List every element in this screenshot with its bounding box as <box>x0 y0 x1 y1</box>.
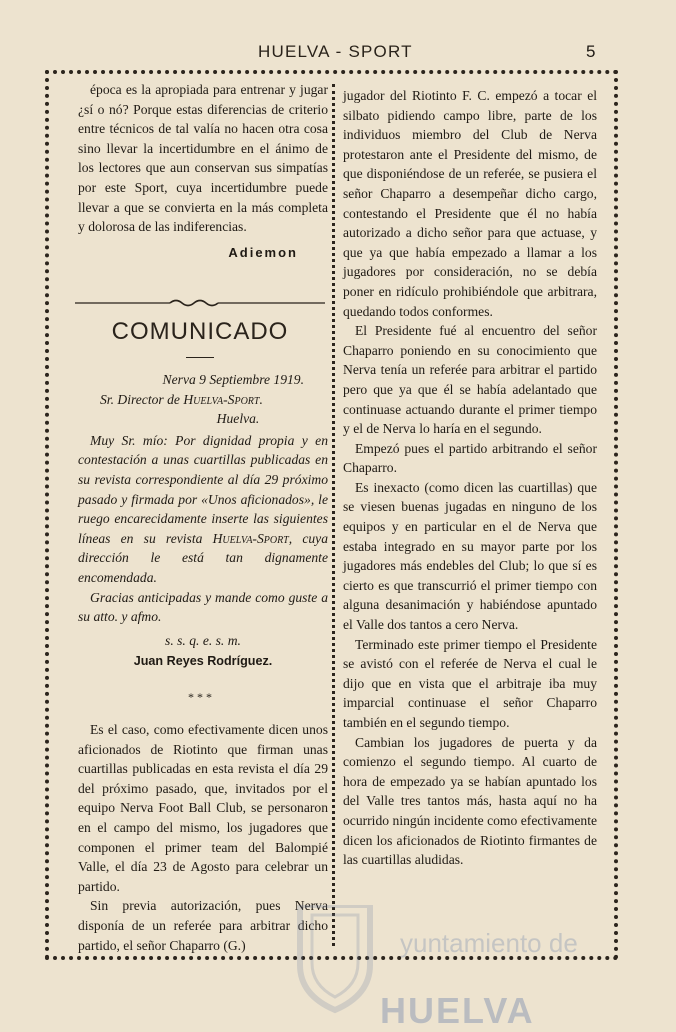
paragraph: Es el caso, como efectivamente dicen unos aficionados de Riotinto que firman unas cuartillas publicadas en esta revista el día 29 del próximo pasado, que, invitados por el equipo Nerva Foot Ball Club, se personaron en el campo del mismo, los jugadores que componen el primer team del Balompié Valle, el día 23 de Agosto para celebrar un partido. <box>78 722 328 894</box>
paragraph: jugador del Riotinto F. C. empezó a tocar el silbato pidiendo campo libre, parte de los individuos miembro del Club de Nerva protestaron ante el Presidente del mismo, de que disponiéndose de un referée, se pusiera el señor Chaparro a desempeñar dicho cargo, contestando el Presidente que él no había autorizado a dicho señor para que actuase, y que ya que había empezado a llamar a los jugadores por consideración, no se debía poner en ridículo prohibiéndole que arbitrara, quedando todos conformes. <box>343 88 597 319</box>
magazine-title: HUELVA - SPORT <box>258 42 413 61</box>
ornamental-rule <box>75 296 325 310</box>
paragraph: época es la apropiada para entrenar y jugar ¿sí o nó? Porque estas diferencias de criterio entre técnicos de tal valía no hacen otra cosa sino llevar la incertidumbre en el ánimo de los lectores que aun conservan sus simpatías por este Sport, cuya incertidumbre puede llevar a que se convierta en la más completa y dolorosa de las indiferencias. <box>78 82 328 235</box>
letter-body-end: cuya dirección le está tan dignamente encomendada. <box>78 530 329 585</box>
letter-block <box>78 370 328 672</box>
addressee-brand: Huelva-Sport. <box>183 391 263 407</box>
letter-body-text: Muy Sr. mío: Por dignidad propia y en contestación a unas cuartillas publicadas en su revista correspondiente al día 29 próximo pasado y firmada por «Unos aficionados», le ruego encarecidamente inserte las siguientes líneas en su revista <box>78 432 328 546</box>
paragraph: Empezó pues el partido arbitrando el señor Chaparro. <box>343 440 597 476</box>
letter-thanks: Gracias anticipadas y mande como guste a su atto. y afmo. <box>78 589 328 625</box>
place-date: Nerva 9 Septiembre 1919. <box>162 372 304 387</box>
section-heading: COMUNICADO <box>111 318 289 345</box>
watermark-logo-text: HUELVA <box>380 990 535 1031</box>
paragraph: El Presidente fué al encuentro del señor Chaparro poniendo en su conocimiento que Nerva tenía un referée para arbitrar el partido pero que ya que él se había adelantado que continuase actuando durante el primer tiempo y el de Nerva lo haría en el segundo. <box>343 323 597 437</box>
paragraph: Cambian los jugadores de puerta y da comienzo el segundo tiempo. Al cuarto de hora de empezado ya se habían apuntado los del Valle tres tantos más, hasta aquí no ha ocurrido ningún incidente como efectivamente dicen los aficionados de Riotinto firmantes de las cuartillas aludidas. <box>343 734 597 868</box>
asterism: * * * <box>188 690 212 704</box>
right-column <box>343 86 597 870</box>
paragraph: Es inexacto (como dicen las cuartillas) que se viesen buenas jugadas en ninguno de los equipos y en particular en el de Nerva que estaba integrado en su mayor parte por los jugadores más endebles del Club; lo que sí es cierto es que transcurrió el primer tiempo con alguna desanimación y habiéndose apuntado el Valle dos tantos a cero Nerva. <box>343 479 597 633</box>
addressee-city: Huelva. <box>216 411 260 427</box>
paragraph: Terminado este primer tiempo el Presidente se avistó con el referée de Nerva el cual le dijo que en vista que el arbitraje iba muy imparcial continuase el señor Chaparro también en el segundo tiempo. <box>343 636 597 730</box>
left-column-top <box>78 80 328 262</box>
page-number: 5 <box>586 42 596 61</box>
letter-body <box>78 431 328 588</box>
letter-body-brand: Huelva-Sport, <box>212 530 293 546</box>
column-divider <box>332 84 335 946</box>
watermark-text: yuntamiento de <box>400 928 578 958</box>
paragraph: Sin previa autorización, pues Nerva disponía de un referée para arbitrar dicho partido, el señor Chaparro (G.) <box>78 898 328 953</box>
addressee-line <box>78 390 328 410</box>
addressee-text: Sr. Director de <box>100 391 180 407</box>
letter-signature: Juan Reyes Rodríguez. <box>133 654 273 669</box>
page-header <box>0 38 676 68</box>
short-rule <box>186 357 214 358</box>
letter-closing: s. s. q. e. s. m. <box>165 632 241 648</box>
author-signature: Adiemon <box>228 244 298 260</box>
